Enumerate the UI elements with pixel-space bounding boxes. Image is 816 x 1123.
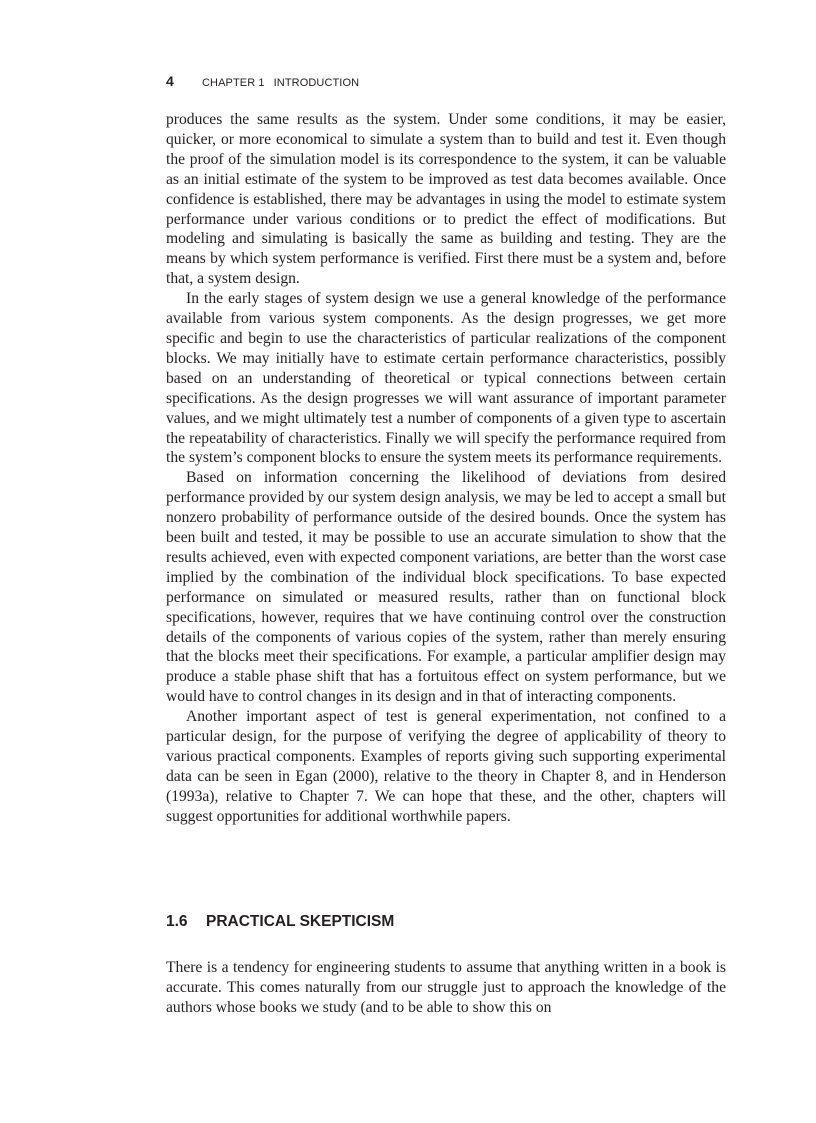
- section-body: [166, 958, 726, 1018]
- body-text: [166, 110, 726, 827]
- paragraph-3: Based on information concerning the likelihood of deviations from desired performance provided by our system design analysis, we may be led to accept a small but nonzero probability of performance outside of the desired bounds. Once the system has been built and tested, it may be possible to use an accurate simulation to show that the results achieved, even with expected component variations, are better than the worst case implied by the combination of the individual block specifications. To base expected performance on simulated or measured results, rather than on functional block specifications, however, requires that we have continuing control over the construction details of the components of various copies of the system, rather than merely ensuring that the blocks meet their specifications. For example, a particular amplifier design may produce a stable phase shift that has a fortuitous effect on system performance, but we would have to control changes in its design and in that of interacting components.: [166, 469, 726, 706]
- paragraph-2: In the early stages of system design we use a general knowledge of the performance available from various system components. As the design progresses, we get more specific and begin to use the characteristics of particular realizations of the component blocks. We may initially have to estimate certain performance characteristics, possibly based on an understanding of theoretical or typical connections between certain specifications. As the design progresses we will want assurance of important parameter values, and we might ultimately test a number of components of a given type to ascertain the repeatability of characteristics. Finally we will specify the performance required from the system’s component blocks to ensure the system meets its performance requirements.: [166, 290, 726, 467]
- chapter-title: INTRODUCTION: [273, 77, 360, 89]
- paragraph-1: produces the same results as the system. Under some conditions, it may be easier, quicker, or more economical to simulate a system than to build and test it. Even though the proof of the simulation model is its correspondence to the system, it can be valuable as an initial estimate of the system to be improved as test data becomes available. Once confidence is established, there may be advantages in using the model to estimate system performance under various conditions or to predict the effect of modifications. But modeling and simulating is basically the same as building and testing. They are the means by which system performance is verified. First there must be a system and, before that, a system design.: [166, 111, 726, 288]
- section-title: PRACTICAL SKEPTICISM: [206, 913, 395, 930]
- paragraph-4: Another important aspect of test is general experimentation, not confined to a particular design, for the purpose of verifying the degree of applicability of theory to various practical components. Examples of reports giving such supporting experimental data can be seen in Egan (2000), relative to the theory in Chapter 8, and in Henderson (1993a), relative to Chapter 7. We can hope that these, and the other, chapters will suggest opportunities for additional worthwhile papers.: [166, 708, 726, 825]
- chapter-label: CHAPTER 1: [202, 77, 265, 89]
- running-head: [166, 73, 359, 89]
- section-heading: [166, 913, 394, 931]
- section-number: 1.6: [166, 913, 188, 930]
- section-paragraph: There is a tendency for engineering students to assume that anything written in a book is accurate. This comes naturally from our struggle just to approach the knowledge of the authors whose books we study (and to be able to show this on: [166, 959, 726, 1016]
- page-number: 4: [166, 73, 174, 89]
